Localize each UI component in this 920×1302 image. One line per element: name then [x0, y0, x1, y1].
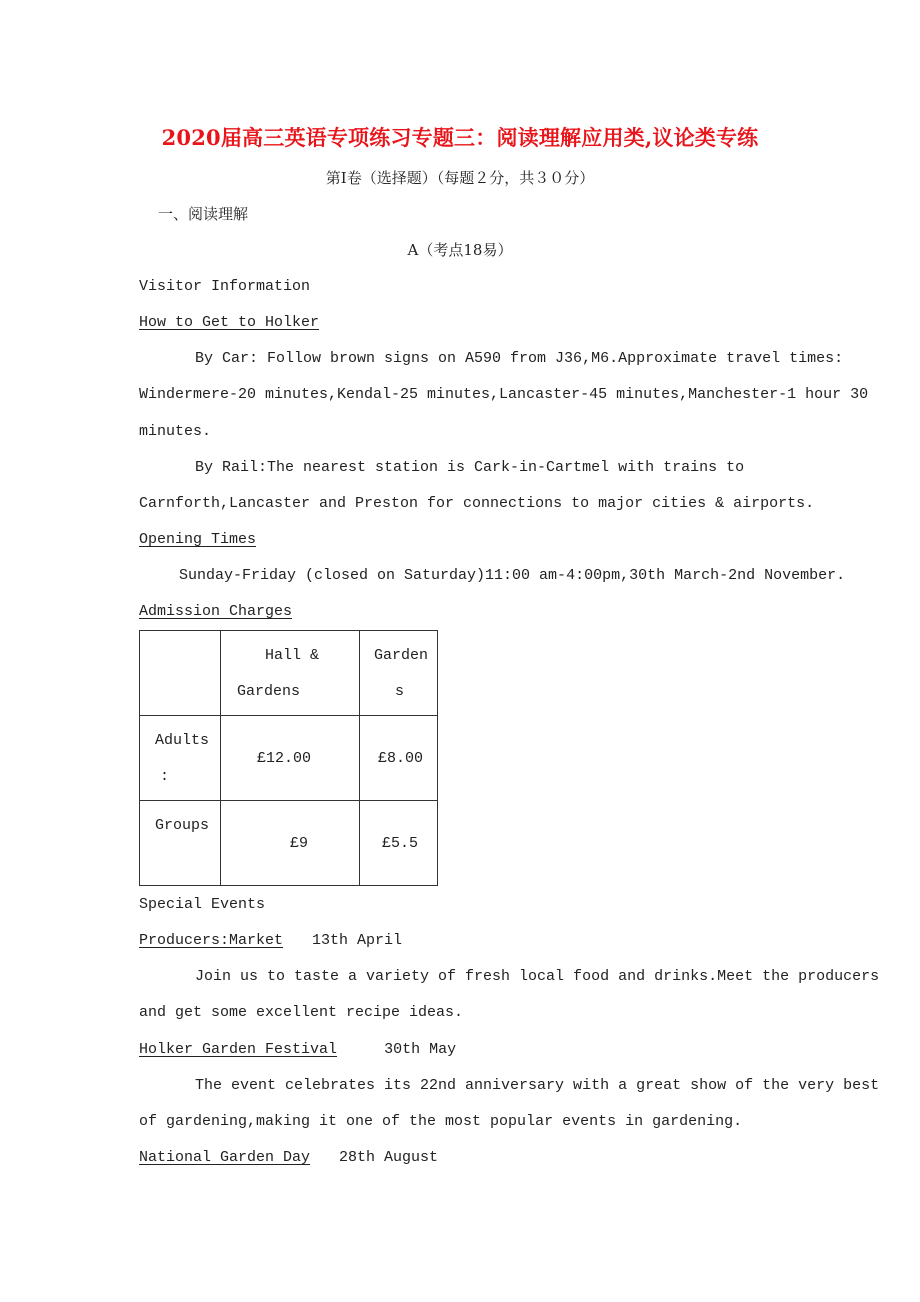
event-date: 28th August [339, 1149, 439, 1166]
table-header-gardens [360, 631, 438, 716]
table-row [140, 716, 438, 801]
how-to-get-heading: How to Get to Holker [139, 314, 320, 331]
event-name: Producers:Market [139, 932, 284, 949]
table-cell-groups [140, 801, 221, 886]
adults-gardens-price: £8.00 [378, 750, 424, 767]
table-cell-empty [140, 631, 221, 716]
table-cell-groups-hall [221, 801, 360, 886]
by-rail-line-2: Carnforth,Lancaster and Preston for connections to major cities & airports. [139, 495, 815, 512]
adults-label-line-1: Adults [155, 732, 210, 749]
table-row [140, 631, 438, 716]
header-gardens-line-1: Garden [374, 647, 429, 664]
section-heading: 第Ⅰ卷（选择题）（每题２分，共３０分） [325, 169, 595, 187]
event-date: 30th May [384, 1041, 457, 1058]
event2-text-line-1: The event celebrates its 22nd anniversary with a great show of the very best [195, 1077, 880, 1094]
opening-times-heading: Opening Times [139, 531, 257, 548]
table-cell-groups-gardens [360, 801, 438, 886]
by-rail-line-1: By Rail:The nearest station is Cark-in-Cartmel with trains to [195, 459, 745, 476]
header-gardens-line-2: s [395, 683, 405, 700]
adults-hall-price: £12.00 [257, 750, 312, 767]
table-header-hall-gardens [221, 631, 360, 716]
event2-text-line-2: of gardening,making it one of the most popular events in gardening. [139, 1113, 743, 1130]
table-cell-adults-hall [221, 716, 360, 801]
passage-label: A（考点18易） [407, 241, 513, 259]
groups-hall-price: £9 [290, 835, 309, 852]
admission-charges-table [139, 630, 438, 886]
opening-times-text: Sunday-Friday (closed on Saturday)11:00 am-4:00pm,30th March-2nd November. [179, 567, 846, 584]
event-national-garden-day [139, 1148, 438, 1168]
part-heading: 一、阅读理解 [158, 205, 249, 223]
by-car-line-2: Windermere-20 minutes,Kendal-25 minutes,Lancaster-45 minutes,Manchester-1 hour 30 [139, 386, 869, 403]
groups-label: Groups [155, 817, 210, 834]
visitor-info-heading: Visitor Information [139, 278, 311, 295]
groups-gardens-price: £5.5 [382, 835, 419, 852]
table-cell-adults-gardens [360, 716, 438, 801]
event-holker-garden-festival [139, 1040, 456, 1060]
table-cell-adults [140, 716, 221, 801]
event-date: 13th April [312, 932, 403, 949]
event-producers-market [139, 931, 402, 951]
event1-text-line-1: Join us to taste a variety of fresh local food and drinks.Meet the producers [195, 968, 880, 985]
admission-heading: Admission Charges [139, 603, 293, 620]
by-car-text-1: By Car: Follow brown signs on A590 from J36,M6.Approximate travel times: [195, 350, 844, 367]
event1-text-line-2: and get some excellent recipe ideas. [139, 1004, 464, 1021]
event-name: National Garden Day [139, 1149, 311, 1166]
special-events-heading: Special Events [139, 896, 266, 913]
header-hall-line-2: Gardens [237, 683, 301, 700]
by-car-line-3: minutes. [139, 423, 212, 440]
table-row [140, 801, 438, 886]
by-car-line-1 [195, 349, 844, 369]
document-title: 2020届高三英语专项练习专题三：阅读理解应用类,议论类专练 [161, 125, 759, 150]
adults-label-line-2: : [160, 768, 170, 785]
event-name: Holker Garden Festival [139, 1041, 338, 1058]
header-hall-line-1: Hall & [265, 647, 320, 664]
